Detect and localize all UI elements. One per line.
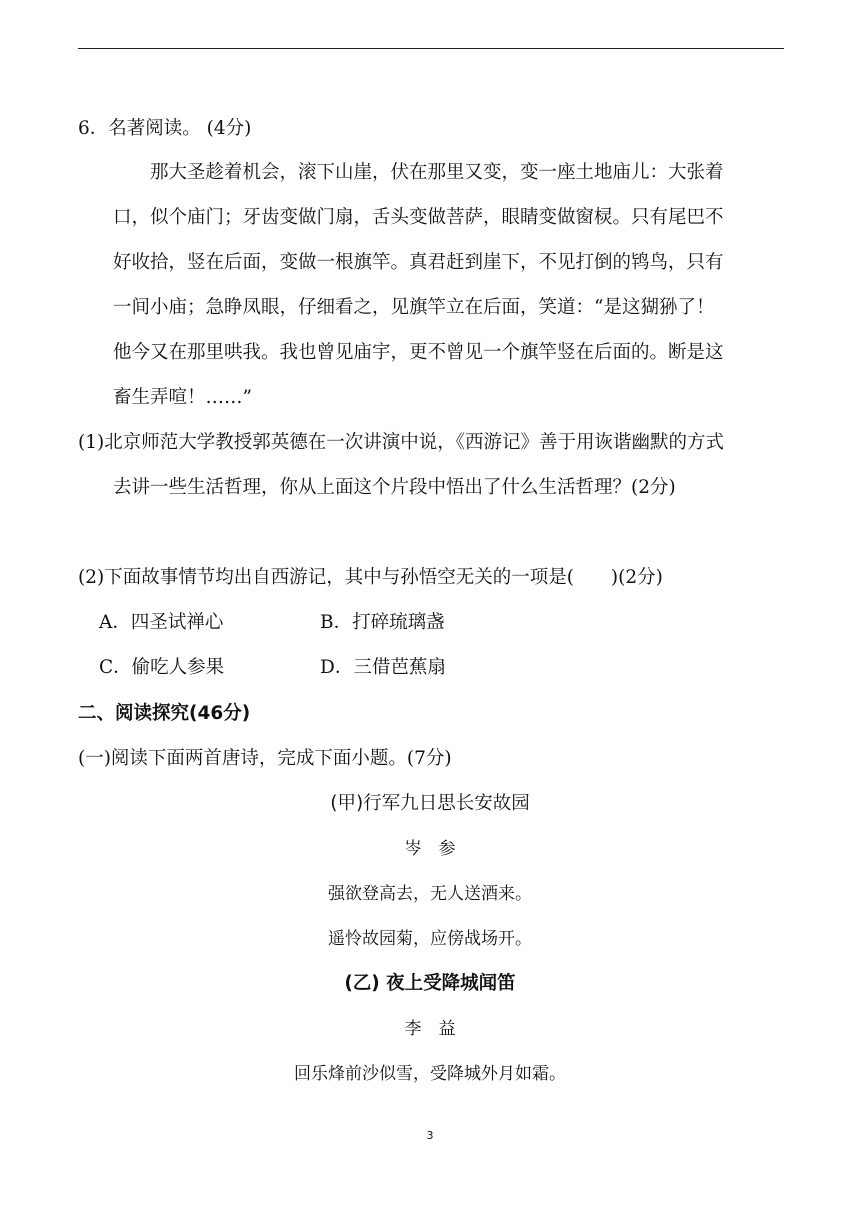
passage-line: 他今又在那里哄我。我也曾见庙宇，更不曾见一个旗竿竖在后面的。断是这 — [113, 342, 724, 363]
page-number: 3 — [426, 1129, 434, 1142]
passage-line: 那大圣趁着机会，滚下山崖，伏在那里又变，变一座土地庙儿：大张着 — [150, 162, 724, 183]
section-2-part-1: (一)阅读下面两首唐诗，完成下面小题。(7分) — [78, 748, 452, 769]
option-b: B．打碎琉璃盏 — [320, 612, 445, 633]
sub-question-2: (2)下面故事情节均出自西游记，其中与孙悟空无关的一项是( )(2分) — [78, 567, 663, 588]
sub-question-1-cont: 去讲一些生活哲理，你从上面这个片段中悟出了什么生活哲理？(2分) — [113, 477, 676, 498]
option-d: D．三借芭蕉扇 — [320, 657, 446, 678]
question-6-heading: 6．名著阅读。 (4分) — [78, 118, 252, 139]
poem-b-title: (乙) 夜上受降城闻笛 — [344, 973, 516, 994]
header-rule — [78, 48, 784, 49]
poem-a-author: 岑 参 — [404, 839, 456, 859]
passage-line: 好收拾，竖在后面，变做一根旗竿。真君赶到崖下，不见打倒的鸨鸟，只有 — [113, 252, 724, 273]
passage-line: 口，似个庙门；牙齿变做门扇，舌头变做菩萨，眼睛变做窗棂。只有尾巴不 — [113, 207, 724, 228]
poem-b-line: 回乐烽前沙似雪，受降城外月如霜。 — [294, 1064, 566, 1084]
option-a: A．四圣试禅心 — [99, 612, 224, 633]
poem-b-author: 李 益 — [404, 1019, 456, 1039]
poem-a-line: 强欲登高去，无人送酒来。 — [328, 884, 532, 904]
passage-line: 畜生弄喧！……” — [113, 387, 252, 408]
section-2-heading: 二、阅读探究(46分) — [78, 703, 251, 724]
option-c: C．偷吃人参果 — [99, 657, 225, 678]
poem-a-title: (甲)行军九日思长安故园 — [330, 793, 530, 814]
poem-a-line: 遥怜故园菊，应傍战场开。 — [328, 929, 532, 949]
passage-line: 一间小庙；急睁凤眼，仔细看之，见旗竿立在后面，笑道：“是这猢狲了！ — [113, 297, 715, 318]
sub-question-1: (1)北京师范大学教授郭英德在一次讲演中说，《西游记》善于用诙谐幽默的方式 — [78, 432, 724, 453]
